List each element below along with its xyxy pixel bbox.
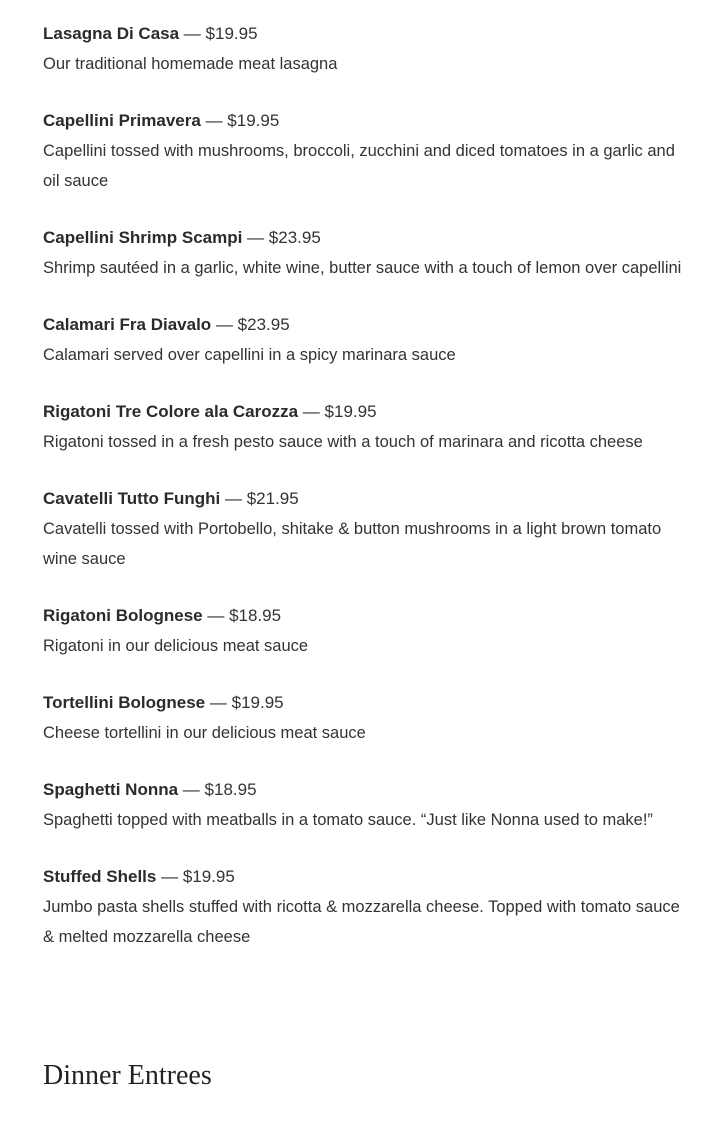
menu-item-lasagna-di-casa bbox=[43, 21, 691, 79]
menu-item-description: Cavatelli tossed with Portobello, shitake & button mushrooms in a light brown tomato wine sauce bbox=[43, 520, 662, 568]
menu-item-name: Rigatoni Bolognese bbox=[43, 606, 203, 625]
menu-item-spaghetti-nonna bbox=[43, 777, 691, 835]
menu-item-price: $19.95 bbox=[231, 693, 284, 712]
menu-item-tortellini-bolognese bbox=[43, 690, 691, 748]
pasta-menu-list bbox=[43, 21, 691, 981]
menu-item-header bbox=[43, 108, 691, 134]
menu-item-cavatelli-tutto-funghi bbox=[43, 486, 691, 574]
price-separator: — bbox=[247, 228, 265, 247]
menu-item-name: Lasagna Di Casa bbox=[43, 24, 180, 43]
menu-item-description: Jumbo pasta shells stuffed with ricotta & mozzarella cheese. Topped with tomato sauce & melted mozzarella cheese bbox=[43, 898, 680, 946]
menu-item-price: $19.95 bbox=[227, 111, 280, 130]
menu-item-description: Capellini tossed with mushrooms, broccoli, zucchini and diced tomatoes in a garlic and oil sauce bbox=[43, 142, 675, 190]
menu-item-capellini-shrimp-scampi bbox=[43, 225, 691, 283]
menu-item-stuffed-shells bbox=[43, 864, 691, 952]
menu-item-capellini-primavera bbox=[43, 108, 691, 196]
menu-item-description: Cheese tortellini in our delicious meat sauce bbox=[43, 724, 366, 742]
menu-item-header bbox=[43, 690, 691, 716]
menu-item-header bbox=[43, 864, 691, 890]
menu-item-header bbox=[43, 486, 691, 512]
menu-item-name: Calamari Fra Diavalo bbox=[43, 315, 212, 334]
menu-item-name: Capellini Primavera bbox=[43, 111, 201, 130]
menu-item-price: $19.95 bbox=[205, 24, 258, 43]
menu-item-calamari-fra-diavalo bbox=[43, 312, 691, 370]
menu-item-description: Calamari served over capellini in a spicy marinara sauce bbox=[43, 346, 456, 364]
menu-item-description: Rigatoni tossed in a fresh pesto sauce with a touch of marinara and ricotta cheese bbox=[43, 433, 643, 451]
price-separator: — bbox=[183, 24, 201, 43]
price-separator: — bbox=[182, 780, 200, 799]
menu-item-header bbox=[43, 21, 691, 47]
price-separator: — bbox=[207, 606, 225, 625]
menu-item-price: $18.95 bbox=[229, 606, 282, 625]
menu-item-name: Tortellini Bolognese bbox=[43, 693, 206, 712]
price-separator: — bbox=[205, 111, 223, 130]
menu-item-description: Shrimp sautéed in a garlic, white wine, butter sauce with a touch of lemon over capellini bbox=[43, 259, 682, 277]
menu-item-price: $23.95 bbox=[237, 315, 290, 334]
menu-item-name: Cavatelli Tutto Funghi bbox=[43, 489, 221, 508]
price-separator: — bbox=[209, 693, 227, 712]
menu-item-price: $18.95 bbox=[204, 780, 257, 799]
menu-item-header bbox=[43, 225, 691, 251]
menu-item-price: $19.95 bbox=[182, 867, 235, 886]
menu-item-name: Spaghetti Nonna bbox=[43, 780, 179, 799]
price-separator: — bbox=[302, 402, 320, 421]
menu-item-price: $19.95 bbox=[324, 402, 377, 421]
menu-item-name: Stuffed Shells bbox=[43, 867, 157, 886]
price-separator: — bbox=[215, 315, 233, 334]
menu-item-header bbox=[43, 399, 691, 425]
menu-item-description: Spaghetti topped with meatballs in a tomato sauce. “Just like Nonna used to make!” bbox=[43, 811, 653, 829]
menu-item-name: Rigatoni Tre Colore ala Carozza bbox=[43, 402, 299, 421]
menu-item-rigatoni-tre-colore bbox=[43, 399, 691, 457]
price-separator: — bbox=[224, 489, 242, 508]
menu-item-name: Capellini Shrimp Scampi bbox=[43, 228, 243, 247]
menu-item-header bbox=[43, 312, 691, 338]
menu-item-description: Our traditional homemade meat lasagna bbox=[43, 55, 338, 73]
menu-item-rigatoni-bolognese bbox=[43, 603, 691, 661]
menu-item-price: $21.95 bbox=[246, 489, 299, 508]
menu-item-header bbox=[43, 777, 691, 803]
menu-item-description: Rigatoni in our delicious meat sauce bbox=[43, 637, 309, 655]
menu-item-price: $23.95 bbox=[268, 228, 321, 247]
menu-item-header bbox=[43, 603, 691, 629]
price-separator: — bbox=[161, 867, 179, 886]
section-title-dinner-entrees: Dinner Entrees bbox=[43, 1060, 212, 1091]
